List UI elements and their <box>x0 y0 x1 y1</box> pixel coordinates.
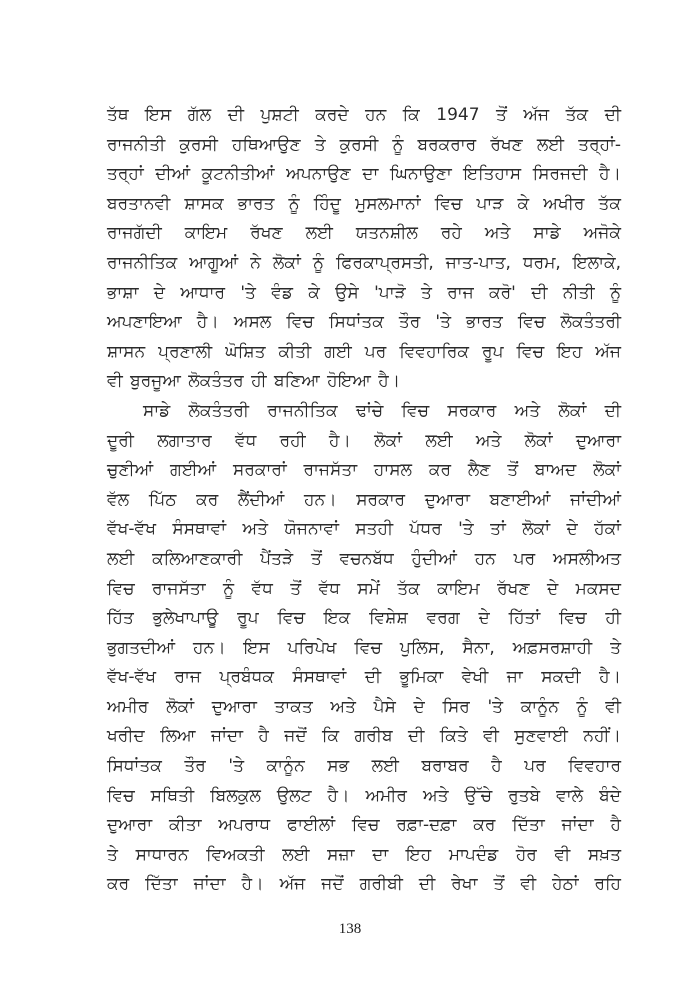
text-line: ਸ਼ਾਸਨ ਪ੍ਰਣਾਲੀ ਘੋਸ਼ਿਤ ਕੀਤੀ ਗਈ ਪਰ ਵਿਵਹਾਰਿਕ ਰੂਪ ਵਿਚ ਇਹ ਅੱਜ <box>107 341 621 362</box>
text-line: ਤਰ੍ਹਾਂ ਦੀਆਂ ਕੂਟਨੀਤੀਆਂ ਅਪਨਾਉਣ ਦਾ ਘਿਨਾਉਣਾ ਇਤਿਹਾਸ ਸਿਰਜਦੀ ਹੈ। <box>107 164 621 185</box>
text-line: ਤੱਥ ਇਸ ਗੱਲ ਦੀ ਪੁਸ਼ਟੀ ਕਰਦੇ ਹਨ ਕਿ 1947 ਤੋਂ ਅੱਜ ਤੱਕ ਦੀ <box>107 105 621 125</box>
text-line: ਸਿਧਾਂਤਕ ਤੌਰ 'ਤੇ ਕਾਨੂੰਨ ਸਭ ਲਈ ਬਰਾਬਰ ਹੈ ਪਰ ਵਿਵਹਾਰ <box>107 756 621 777</box>
text-line: ਵੀ ਬੁਰਜੂਆ ਲੋਕਤੰਤਰ ਹੀ ਬਣਿਆ ਹੋਇਆ ਹੈ। <box>107 371 401 392</box>
text-line: ਅਮੀਰ ਲੋਕਾਂ ਦੁਆਰਾ ਤਾਕਤ ਅਤੇ ਪੈਸੇ ਦੇ ਸਿਰ 'ਤੇ ਕਾਨੂੰਨ ਨੂੰ ਵੀ <box>107 696 621 717</box>
text-line: ਹਿੱਤ ਭੁਲੇਖਾਪਾਊ ਰੂਪ ਵਿਚ ਇਕ ਵਿਸ਼ੇਸ਼ ਵਰਗ ਦੇ ਹਿੱਤਾਂ ਵਿਚ ਹੀ <box>107 608 621 629</box>
text-line: ਤੇ ਸਾਧਾਰਨ ਵਿਅਕਤੀ ਲਈ ਸਜ਼ਾ ਦਾ ਇਹ ਮਾਪਦੰਡ ਹੋਰ ਵੀ ਸਖ਼ਤ <box>107 844 621 865</box>
text-line: ਦੁਆਰਾ ਕੀਤਾ ਅਪਰਾਧ ਫਾਈਲਾਂ ਵਿਚ ਰਫ਼ਾ-ਦਫ਼ਾ ਕਰ ਦਿੱਤਾ ਜਾਂਦਾ ਹੈ <box>107 815 621 836</box>
paragraph <box>107 101 621 397</box>
text-line: ਵੱਖ-ਵੱਖ ਰਾਜ ਪ੍ਰਬੰਧਕ ਸੰਸਥਾਵਾਂ ਦੀ ਭੂਮਿਕਾ ਵੇਖੀ ਜਾ ਸਕਦੀ ਹੈ। <box>107 667 621 688</box>
text-line: ਵਿਚ ਰਾਜਸੱਤਾ ਨੂੰ ਵੱਧ ਤੋਂ ਵੱਧ ਸਮੇਂ ਤੱਕ ਕਾਇਮ ਰੱਖਣ ਦੇ ਮਕਸਦ <box>107 578 621 599</box>
text-line: ਚੁਣੀਆਂ ਗਈਆਂ ਸਰਕਾਰਾਂ ਰਾਜਸੱਤਾ ਹਾਸਲ ਕਰ ਲੈਣ ਤੋਂ ਬਾਅਦ ਲੋਕਾਂ <box>107 460 621 481</box>
text-line: ਵੱਖ-ਵੱਖ ਸੰਸਥਾਵਾਂ ਅਤੇ ਯੋਜਨਾਵਾਂ ਸਤਹੀ ਪੱਧਰ 'ਤੇ ਤਾਂ ਲੋਕਾਂ ਦੇ ਹੱਕਾਂ <box>107 519 621 540</box>
text-line: ਵੱਲ ਪਿੱਠ ਕਰ ਲੈਂਦੀਆਂ ਹਨ। ਸਰਕਾਰ ਦੁਆਰਾ ਬਣਾਈਆਂ ਜਾਂਦੀਆਂ <box>107 489 621 510</box>
text-line: ਅਪਣਾਇਆ ਹੈ। ਅਸਲ ਵਿਚ ਸਿਧਾਂਤਕ ਤੌਰ 'ਤੇ ਭਾਰਤ ਵਿਚ ਲੋਕਤੰਤਰੀ <box>107 312 621 333</box>
text-line: ਕਰ ਦਿੱਤਾ ਜਾਂਦਾ ਹੈ। ਅੱਜ ਜਦੋਂ ਗਰੀਬੀ ਦੀ ਰੇਖਾ ਤੋਂ ਵੀ ਹੇਠਾਂ ਰਹਿ <box>107 874 621 895</box>
text-line: ਦੂਰੀ ਲਗਾਤਾਰ ਵੱਧ ਰਹੀ ਹੈ। ਲੋਕਾਂ ਲਈ ਅਤੇ ਲੋਕਾਂ ਦੁਆਰਾ <box>107 430 621 451</box>
text-line: ਬਰਤਾਨਵੀ ਸ਼ਾਸਕ ਭਾਰਤ ਨੂੰ ਹਿੰਦੂ ਮੁਸਲਮਾਨਾਂ ਵਿਚ ਪਾੜ ਕੇ ਅਖੀਰ ਤੱਕ <box>107 193 621 214</box>
text-line: ਵਿਚ ਸਥਿਤੀ ਬਿਲਕੁਲ ਉਲਟ ਹੈ। ਅਮੀਰ ਅਤੇ ਉੱਚੇ ਰੁਤਬੇ ਵਾਲੇ ਬੰਦੇ <box>107 785 621 806</box>
page-number: 138 <box>338 921 362 937</box>
text-line: ਰਾਜਗੱਦੀ ਕਾਇਮ ਰੱਖਣ ਲਈ ਯਤਨਸ਼ੀਲ ਰਹੇ ਅਤੇ ਸਾਡੇ ਅਜੋਕੇ <box>107 223 621 244</box>
page-body <box>107 101 621 900</box>
text-line: ਭੁਗਤਦੀਆਂ ਹਨ। ਇਸ ਪਰਿਪੇਖ ਵਿਚ ਪੁਲਿਸ, ਸੈਨਾ, ਅਫ਼ਸਰਸ਼ਾਹੀ ਤੇ <box>107 637 621 658</box>
text-line: ਸਾਡੇ ਲੋਕਤੰਤਰੀ ਰਾਜਨੀਤਿਕ ਢਾਂਚੇ ਵਿਚ ਸਰਕਾਰ ਅਤੇ ਲੋਕਾਂ ਦੀ <box>143 400 621 421</box>
text-line: ਰਾਜਨੀਤੀ ਕੁਰਸੀ ਹਥਿਆਉਣ ਤੇ ਕੁਰਸੀ ਨੂੰ ਬਰਕਰਾਰ ਰੱਖਣ ਲਈ ਤਰ੍ਹਾਂ- <box>107 134 621 155</box>
text-line: ਰਾਜਨੀਤਿਕ ਆਗੂਆਂ ਨੇ ਲੋਕਾਂ ਨੂੰ ਫਿਰਕਾਪ੍ਰਸਤੀ, ਜਾਤ-ਪਾਤ, ਧਰਮ, ਇਲਾਕੇ, <box>107 252 621 273</box>
text-line: ਭਾਸ਼ਾ ਦੇ ਆਧਾਰ 'ਤੇ ਵੰਡ ਕੇ ਉਸੇ 'ਪਾੜੋ ਤੇ ਰਾਜ ਕਰੋ' ਦੀ ਨੀਤੀ ਨੂੰ <box>107 282 621 303</box>
text-line: ਲਈ ਕਲਿਆਣਕਾਰੀ ਪੈਂਤੜੇ ਤੋਂ ਵਚਨਬੱਧ ਹੁੰਦੀਆਂ ਹਨ ਪਰ ਅਸਲੀਅਤ <box>107 548 621 569</box>
paragraph <box>107 397 621 900</box>
text-line: ਖਰੀਦ ਲਿਆ ਜਾਂਦਾ ਹੈ ਜਦੋਂ ਕਿ ਗਰੀਬ ਦੀ ਕਿਤੇ ਵੀ ਸੁਣਵਾਈ ਨਹੀਂ। <box>107 726 621 747</box>
